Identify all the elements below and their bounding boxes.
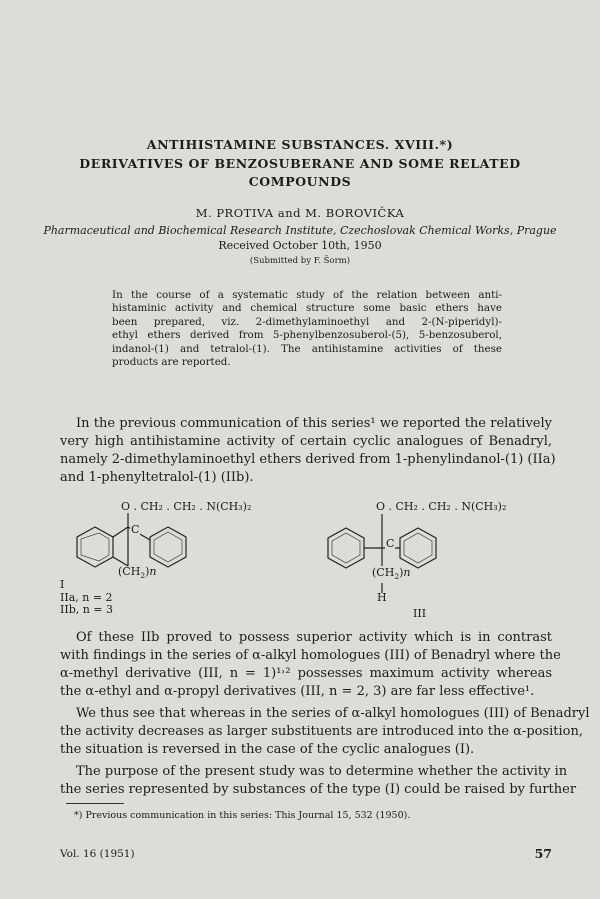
para3-line: the activity decreases as larger substituents are introduced into the α-position, (60, 724, 584, 739)
left-chain-label: $(CH_2)n$ (118, 565, 157, 581)
label-compound-I: I (60, 578, 65, 591)
abstract-line: been prepared, viz. 2-dimethylaminoethyl and 2-(N-piperidyl)- (112, 315, 502, 328)
right-ether-substituent: O . CH₂ . CH₂ . N(CH₃)₂ (376, 500, 507, 513)
bond (113, 527, 128, 537)
abstract-line: ethyl ethers derived from 5-phenylbenzosuberol-(5), 5-benzosuberol, (112, 329, 502, 342)
para2-line: the α-ethyl and α-propyl derivatives (III, n = 2, 3) are far less effective¹. (60, 684, 535, 699)
submitted-by: (Submitted by F. Šorm) (249, 256, 351, 266)
para3-line: We thus see that whereas in the series of α-alkyl homologues (III) of Benadryl (76, 706, 590, 721)
right-chain-label: $(CH_2)n$ (372, 566, 411, 582)
page-number: 57 (534, 846, 552, 861)
phenyl-ring-right-b (400, 528, 436, 568)
affiliation: Pharmaceutical and Biochemical Research Institute, Czechoslovak Chemical Works, Prague (43, 224, 557, 237)
para2-line: Of these IIb proved to possess superior activity which is in contrast (76, 630, 552, 645)
phenyl-ring-right-b-inner (404, 533, 432, 563)
phenyl-ring-left (150, 527, 186, 567)
para2-line: with findings in the series of α-alkyl homologues (III) of Benadryl where the (60, 648, 561, 663)
phenyl-ring-right-a (328, 528, 364, 568)
para4-line: The purpose of the present study was to determine whether the activity in (76, 764, 568, 779)
para3-line: the situation is reversed in the case of the cyclic analogues (I). (60, 742, 475, 757)
abstract-line: products are reported. (112, 356, 231, 369)
abstract-line: indanol-(1) and tetralol-(1). The antihistamine activities of these (112, 342, 502, 355)
left-center-carbon: C (131, 523, 140, 536)
received-date: Received October 10th, 1950 (218, 239, 382, 252)
para1-line: namely 2-dimethylaminoethyl ethers derived from 1-phenylindanol-(1) (IIa) (60, 452, 556, 467)
para1-line: and 1-phenyltetralol-(1) (IIb). (60, 470, 254, 485)
volume-info: Vol. 16 (1951) (60, 848, 135, 860)
left-ether-substituent: O . CH₂ . CH₂ . N(CH₃)₂ (121, 500, 252, 513)
label-compound-III: III (413, 607, 427, 620)
right-terminal-hydrogen: H (377, 591, 387, 604)
label-compound-IIa: IIa, n = 2 (60, 591, 113, 604)
fused-benzene-inner (81, 533, 109, 561)
footnote: *) Previous communication in this series: This Journal 15, 532 (1950). (74, 810, 411, 821)
abstract-line: histaminic activity and chemical structure some basic ethers have (112, 302, 502, 315)
label-compound-IIb: IIb, n = 3 (60, 603, 114, 616)
para2-line: α-methyl derivative (III, n = 1)¹˒² possesses maximum activity whereas (60, 666, 552, 681)
authors: M. PROTIVA and M. BOROVIČKA (195, 206, 405, 220)
para1-line: In the previous communication of this series¹ we reported the relatively (76, 416, 552, 431)
para4-line: the series represented by substances of the type (I) could be raised by further (60, 782, 577, 797)
article-title-line-2: DERIVATIVES OF BENZOSUBERANE AND SOME RELATED (79, 156, 521, 171)
phenyl-ring-left-inner (154, 532, 182, 562)
article-title-line-1: ANTIHISTAMINE SUBSTANCES. XVIII.*) (146, 137, 454, 152)
fused-benzene-ring (77, 527, 113, 567)
article-title-line-3: COMPOUNDS (248, 174, 352, 189)
right-center-carbon: C (386, 537, 395, 550)
para1-line: very high antihistamine activity of certain cyclic analogues of Benadryl, (60, 434, 552, 449)
abstract-line: In the course of a systematic study of the relation between anti- (112, 289, 502, 301)
phenyl-ring-right-a-inner (332, 533, 360, 563)
footnote-rule (66, 803, 124, 804)
